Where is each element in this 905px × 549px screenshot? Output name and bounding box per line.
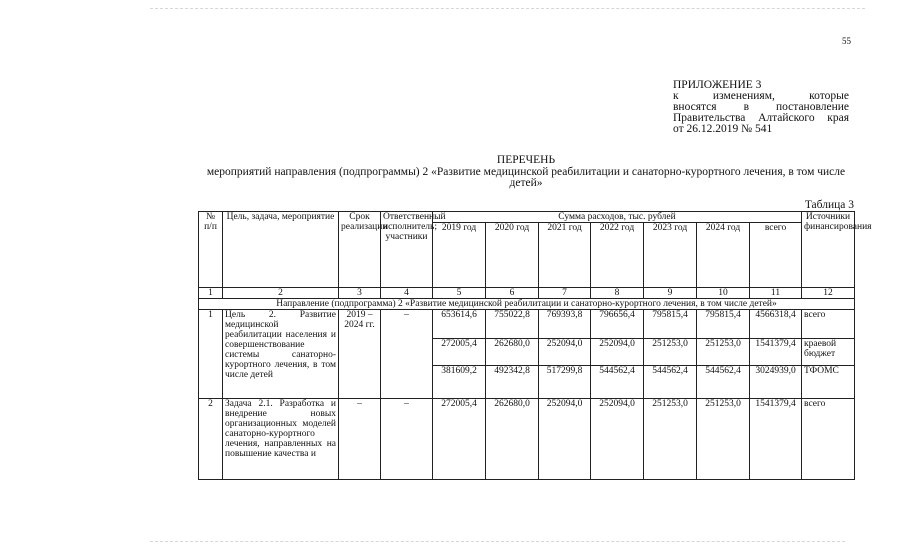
row-term: – [339, 399, 381, 480]
value-cell: 272005,4 [433, 399, 486, 480]
header-year: 2024 год [697, 223, 750, 288]
row-num: 1 [199, 310, 223, 399]
appendix-line-4: от 26.12.2019 № 541 [673, 123, 773, 135]
table-row [199, 310, 855, 339]
heading-title: ПЕРЕЧЕНЬ [496, 154, 556, 166]
value-cell: 795815,4 [644, 310, 697, 339]
source-cell: всего [802, 399, 855, 480]
header-year: 2022 год [591, 223, 644, 288]
header-year: 2019 год [433, 223, 486, 288]
appendix-block [673, 80, 849, 135]
activities-table [198, 211, 872, 480]
value-cell: 1541379,4 [750, 339, 802, 366]
appendix-line-3: Правительства Алтайского края [673, 112, 849, 124]
heading-subtitle: мероприятий направления (подпрограммы) 2 «Развитие медицинской реабилитации и санаторно-курортного лечения, в том числе детей» [206, 165, 846, 189]
value-cell: 653614,6 [433, 310, 486, 339]
header-total: всего [750, 223, 802, 288]
col-number: 8 [591, 288, 644, 299]
appendix-line-1: к изменениям, которые [673, 90, 849, 102]
value-cell: 252094,0 [539, 339, 591, 366]
value-cell: 795815,4 [697, 310, 750, 339]
scan-artifact-bottom [150, 541, 845, 543]
table-label: Таблица 3 [804, 199, 854, 211]
source-cell: всего [802, 310, 855, 339]
value-cell: 3024939,0 [750, 366, 802, 399]
value-cell: 251253,0 [697, 399, 750, 480]
value-cell: 252094,0 [539, 399, 591, 480]
value-cell: 272005,4 [433, 339, 486, 366]
document-heading [200, 155, 852, 190]
value-cell: 796656,4 [591, 310, 644, 339]
col-number: 12 [802, 288, 855, 299]
col-number: 9 [644, 288, 697, 299]
value-cell: 251253,0 [697, 339, 750, 366]
section-title: Направление (подпрограмма) 2 «Развитие медицинской реабилитации и санаторно-курортного лечения, в том числе детей» [199, 299, 855, 310]
value-cell: 769393,8 [539, 310, 591, 339]
row-executor: – [381, 399, 433, 480]
source-cell: краевой бюджет [802, 339, 855, 366]
value-cell: 492342,8 [486, 366, 539, 399]
value-cell: 251253,0 [644, 399, 697, 480]
row-text: Цель 2. Развитие медицинской реабилитации населения и совершенствование системы санаторно-курортного лечения, в том числе детей [223, 310, 339, 399]
value-cell: 517299,8 [539, 366, 591, 399]
row-num: 2 [199, 399, 223, 480]
value-cell: 1541379,4 [750, 399, 802, 480]
value-cell: 544562,4 [644, 366, 697, 399]
section-row [199, 299, 855, 310]
row-term: 2019 – 2024 гг. [339, 310, 381, 399]
col-number: 5 [433, 288, 486, 299]
header-num: № п/п [199, 212, 223, 288]
value-cell: 4566318,4 [750, 310, 802, 339]
value-cell: 262680,0 [486, 399, 539, 480]
col-number: 6 [486, 288, 539, 299]
source-cell: ТФОМС [802, 366, 855, 399]
header-year: 2023 год [644, 223, 697, 288]
col-number: 11 [750, 288, 802, 299]
col-number: 4 [381, 288, 433, 299]
col-number: 10 [697, 288, 750, 299]
value-cell: 544562,4 [697, 366, 750, 399]
scan-artifact-top [150, 8, 865, 10]
row-executor: – [381, 310, 433, 399]
col-number: 2 [223, 288, 339, 299]
value-cell: 544562,4 [591, 366, 644, 399]
value-cell: 262680,0 [486, 339, 539, 366]
header-row-1 [199, 212, 855, 223]
col-number: 3 [339, 288, 381, 299]
header-executor: Ответственный исполнитель; участники [381, 212, 433, 288]
value-cell: 381609,2 [433, 366, 486, 399]
header-term: Срок реализации [339, 212, 381, 288]
header-year: 2021 год [539, 223, 591, 288]
page-number: 55 [842, 36, 851, 46]
appendix-title: ПРИЛОЖЕНИЕ 3 [673, 79, 762, 91]
col-number: 7 [539, 288, 591, 299]
appendix-line-2: вносятся в постановление [673, 101, 849, 113]
header-sum: Сумма расходов, тыс. рублей [433, 212, 802, 223]
table-row [199, 399, 855, 480]
header-source: Источники финансирования [802, 212, 855, 288]
col-number: 1 [199, 288, 223, 299]
header-goal: Цель, задача, мероприятие [223, 212, 339, 288]
column-numbers-row [199, 288, 855, 299]
header-year: 2020 год [486, 223, 539, 288]
value-cell: 252094,0 [591, 339, 644, 366]
row-text: Задача 2.1. Разработка и внедрение новых организационных моделей санаторно-курортного лечения, направленных на повышение качества и [223, 399, 339, 480]
value-cell: 252094,0 [591, 399, 644, 480]
value-cell: 251253,0 [644, 339, 697, 366]
value-cell: 755022,8 [486, 310, 539, 339]
